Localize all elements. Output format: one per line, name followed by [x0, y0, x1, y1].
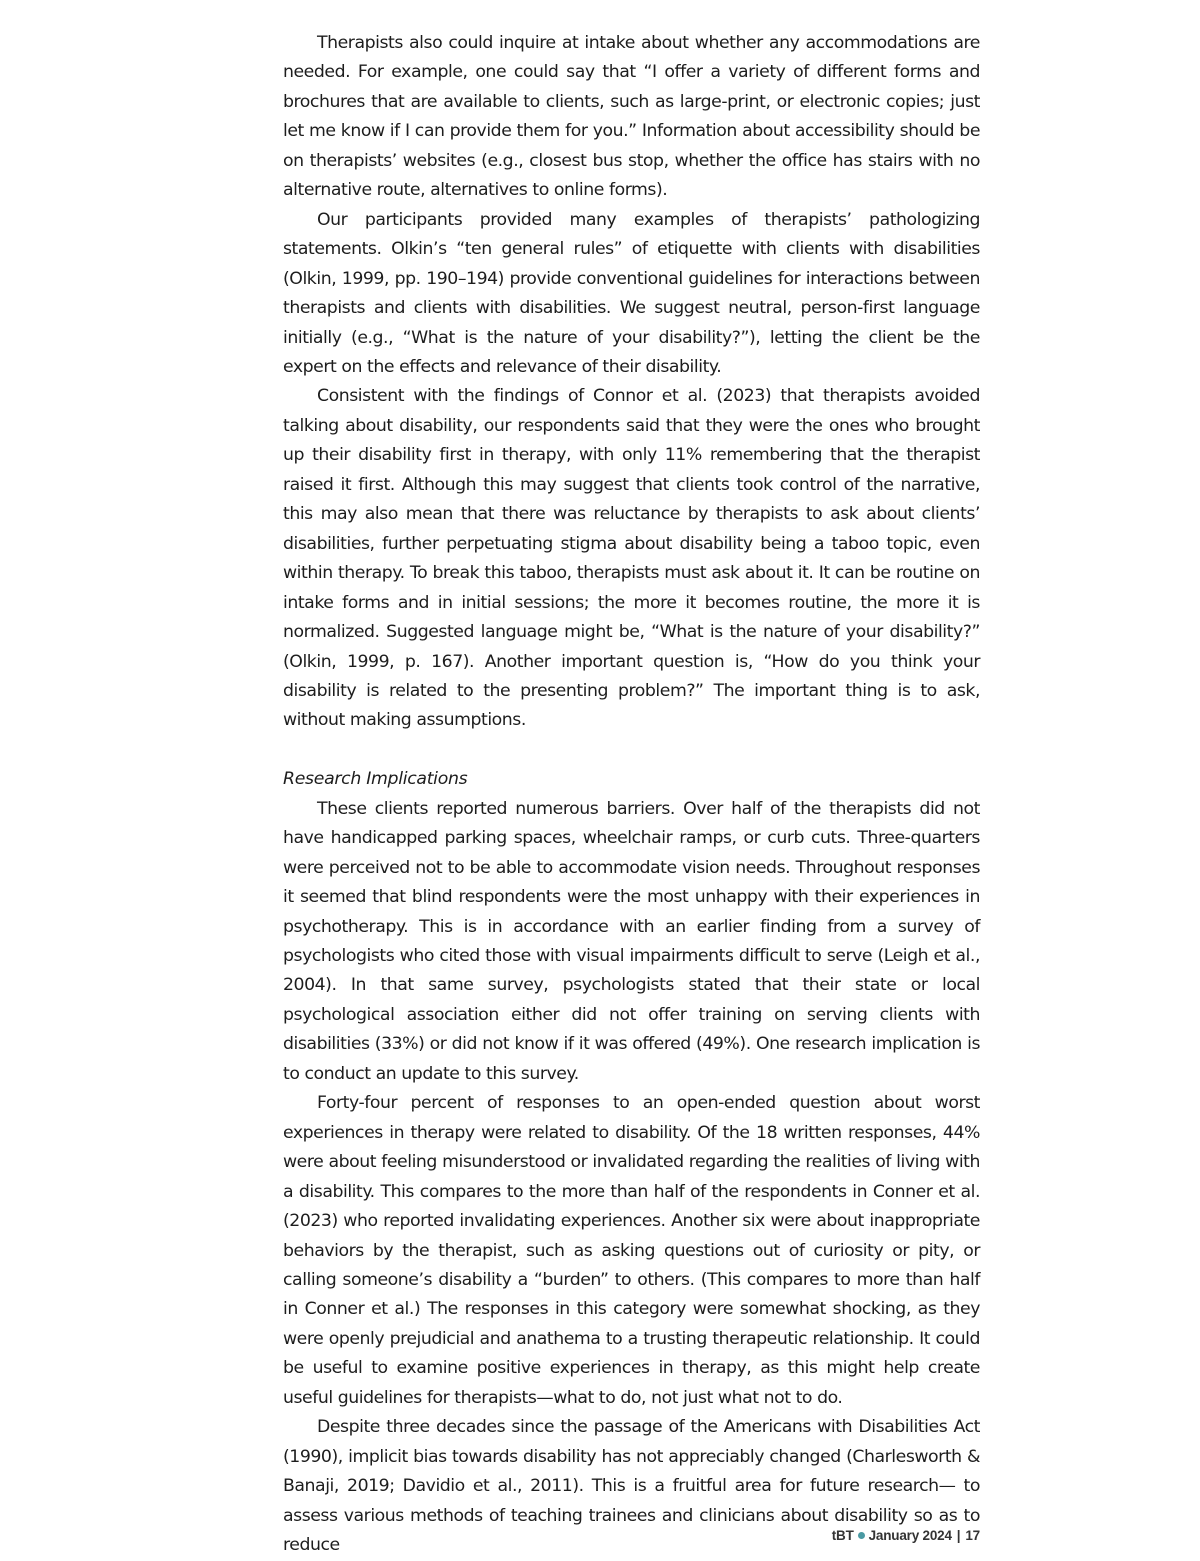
section-heading: Research Implications: [283, 769, 468, 790]
issue-date: January 2024: [868, 1528, 952, 1543]
publication-name: tBT: [831, 1528, 854, 1543]
body-paragraph: Our participants provided many examples of therapists’ pathologizing statements. Olkin’s “ten general rules” of etiquette with clients with disabilities (Olkin, 1999, pp. 190–194) provide conventional guidelines for interactions between therapists and clients with disabilities. We suggest neutral, person-first language initially (e.g., “What is the nature of your disability?”), letting the client be the expert on the effects and relevance of their disability.: [283, 209, 980, 377]
body-paragraph: Consistent with the findings of Connor et al. (2023) that therapists avoided talking about disability, our respondents said that they were the ones who brought up their disability first in therapy, with only 11% remembering that the therapist raised it first. Although this may suggest that clients took control of the narrative, this may also mean that there was reluctance by therapists to ask about clients’ disabilities, further perpetuating stigma about disability being a taboo topic, even within therapy. To break this taboo, therapists must ask about it. It can be routine on intake forms and in initial sessions; the more it becomes routine, the more it is normalized. Suggested language might be, “What is the nature of your disability?” (Olkin, 1999, p. 167). Another important question is, “How do you think your disability is related to the presenting problem?” The important thing is to ask, without making assumptions.: [283, 386, 980, 731]
bullet-dot-icon: [858, 1532, 865, 1539]
body-paragraph: Forty-four percent of responses to an open-ended question about worst experiences in therapy were related to disability. Of the 18 written responses, 44% were about feeling misunderstood or invalidated regarding the realities of living with a disability. This compares to the more than half of the respondents in Conner et al. (2023) who reported invalidating experiences. Another six were about inappropriate behaviors by the therapist, such as asking questions out of curiosity or pity, or calling someone’s disability a “burden” to others. (This compares to more than half in Conner et al.) The responses in this category were somewhat shocking, as they were openly prejudicial and anathema to a trusting therapeutic relationship. It could be useful to examine positive experiences in therapy, as this might help create useful guidelines for therapists—what to do, not just what not to do.: [283, 1093, 980, 1408]
article-body: [283, 29, 980, 1561]
page-number: 17: [965, 1528, 980, 1543]
footer-separator: |: [956, 1528, 961, 1543]
body-paragraph: These clients reported numerous barriers. Over half of the therapists did not have handicapped parking spaces, wheelchair ramps, or curb cuts. Three-quarters were perceived not to be able to accommodate vision needs. Throughout responses it seemed that blind respondents were the most unhappy with their experiences in psychotherapy. This is in accordance with an earlier finding from a survey of psychologists who cited those with visual impairments difficult to serve (Leigh et al., 2004). In that same survey, psychologists stated that their state or local psychological association either did not offer training on serving clients with disabilities (33%) or did not know if it was offered (49%). One research implication is to conduct an update to this survey.: [283, 798, 980, 1084]
body-paragraph: Therapists also could inquire at intake about whether any accommodations are needed. For example, one could say that “I offer a variety of different forms and brochures that are available to clients, such as large-print, or electronic copies; just let me know if I can provide them for you.” Information about accessibility should be on therapists’ websites (e.g., closest bus stop, whether the office has stairs with no alternative route, alternatives to online forms).: [283, 33, 980, 201]
page-footer: [832, 1528, 980, 1543]
body-paragraph: Despite three decades since the passage of the Americans with Disabilities Act (1990), implicit bias towards disability has not appreciably changed (Charlesworth & Banaji, 2019; Davidio et al., 2011). This is a fruitful area for future research— to assess various methods of teaching trainees and clinicians about disability so as to reduce: [283, 1417, 980, 1556]
